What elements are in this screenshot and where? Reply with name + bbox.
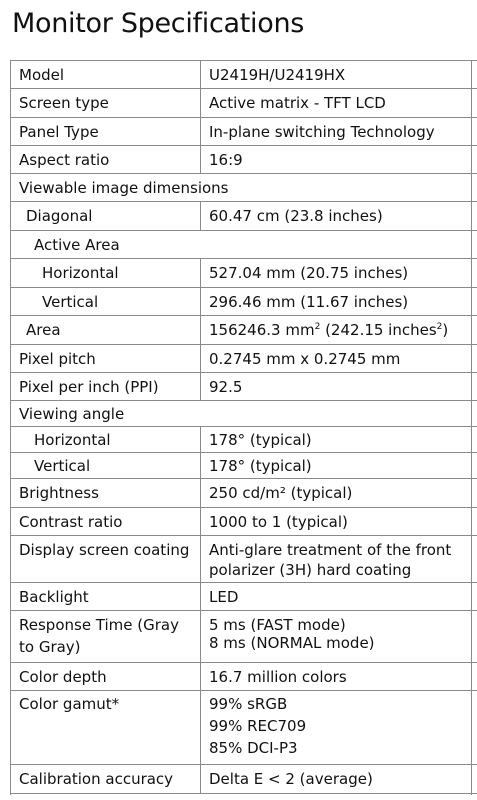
- spec-label: Panel Type: [19, 123, 99, 141]
- table-row-pixel-pitch: [11, 345, 477, 373]
- spec-value: U2419H/U2419HX: [209, 66, 346, 84]
- spec-value: Active matrix - TFT LCD: [209, 94, 386, 112]
- spec-label: Vertical: [42, 293, 99, 311]
- column-divider: [200, 316, 201, 344]
- table-row-model: [11, 61, 477, 89]
- table-row-active-area: [11, 231, 477, 259]
- spec-label: Horizontal: [42, 264, 119, 282]
- table-row-display-coating: [11, 536, 477, 583]
- spec-value: [209, 320, 448, 340]
- table-row-active-vertical: [11, 288, 477, 316]
- spec-value: polarizer (3H) hard coating: [209, 561, 412, 579]
- table-row-viewing-angle: [11, 401, 477, 427]
- column-divider: [200, 288, 201, 315]
- table-row-aspect-ratio: [11, 146, 477, 174]
- column-divider: [200, 479, 201, 507]
- page-title: Monitor Specifications: [12, 8, 305, 39]
- spec-value: 92.5: [209, 378, 243, 396]
- spec-label: Horizontal: [34, 431, 111, 449]
- spec-value: 527.04 mm (20.75 inches): [209, 264, 409, 282]
- spec-label: Diagonal: [26, 207, 93, 225]
- spec-value: LED: [209, 588, 239, 606]
- spec-label: Area: [26, 321, 61, 339]
- spec-value: 8 ms (NORMAL mode): [209, 634, 375, 652]
- area-mm: 156246.3 mm: [209, 321, 315, 339]
- spec-label: Color gamut*: [19, 695, 120, 713]
- spec-value: 99% sRGB: [209, 695, 288, 713]
- table-row-brightness: [11, 479, 477, 508]
- spec-label: Backlight: [19, 588, 89, 606]
- table-row-backlight: [11, 583, 477, 611]
- spec-table: [10, 60, 477, 795]
- column-divider: [200, 89, 201, 117]
- spec-value: 178° (typical): [209, 457, 312, 475]
- spec-value: 5 ms (FAST mode): [209, 616, 346, 634]
- column-divider: [200, 453, 201, 478]
- spec-value: Delta E < 2 (average): [209, 770, 373, 788]
- spec-label: Response Time (Gray: [19, 616, 179, 634]
- column-divider: [200, 765, 201, 793]
- table-row-screen-type: [11, 89, 477, 118]
- column-divider: [200, 202, 201, 230]
- spec-value: In-plane switching Technology: [209, 123, 435, 141]
- spec-value: 178° (typical): [209, 431, 312, 449]
- column-divider: [200, 611, 201, 662]
- table-row-color-depth: [11, 663, 477, 691]
- spec-label: Contrast ratio: [19, 513, 123, 531]
- spec-label: Pixel pitch: [19, 350, 96, 368]
- spec-label: Brightness: [19, 484, 99, 502]
- spec-label: Model: [19, 66, 65, 84]
- column-divider: [200, 583, 201, 610]
- table-row-panel-type: [11, 118, 477, 146]
- spec-label: Vertical: [34, 457, 91, 475]
- column-divider: [200, 663, 201, 690]
- spec-label: Aspect ratio: [19, 151, 110, 169]
- superscript: 2: [436, 322, 443, 332]
- spec-value: 85% DCI-P3: [209, 739, 298, 757]
- spec-value: 250 cd/m² (typical): [209, 484, 353, 502]
- column-divider: [200, 373, 201, 400]
- column-divider: [200, 345, 201, 372]
- area-inches: (242.15 inches: [320, 321, 437, 339]
- spec-label: Calibration accuracy: [19, 770, 174, 788]
- spec-value: Anti-glare treatment of the front: [209, 541, 452, 559]
- spec-label: Pixel per inch (PPI): [19, 378, 159, 396]
- table-row-viewing-horizontal: [11, 427, 477, 453]
- superscript: 2: [314, 322, 321, 332]
- column-divider: [200, 118, 201, 145]
- table-row-response-time: [11, 611, 477, 663]
- spec-value: 0.2745 mm x 0.2745 mm: [209, 350, 401, 368]
- column-divider: [200, 508, 201, 535]
- spec-label: Screen type: [19, 94, 109, 112]
- column-divider: [200, 536, 201, 582]
- table-row-active-horizontal: [11, 259, 477, 288]
- spec-value: 99% REC709: [209, 717, 307, 735]
- table-row-contrast-ratio: [11, 508, 477, 536]
- spec-label: Display screen coating: [19, 541, 190, 559]
- area-close: ): [442, 321, 449, 339]
- spec-value: 1000 to 1 (typical): [209, 513, 348, 531]
- table-row-ppi: [11, 373, 477, 401]
- table-row-diagonal: [11, 202, 477, 231]
- spec-value: 16:9: [209, 151, 243, 169]
- column-divider: [200, 259, 201, 287]
- column-divider: [200, 61, 201, 88]
- spec-section-label: Viewable image dimensions: [19, 179, 229, 197]
- column-divider: [200, 691, 201, 764]
- spec-section-label: Viewing angle: [19, 405, 125, 423]
- spec-section-label: Active Area: [34, 236, 120, 254]
- table-row-area: [11, 316, 477, 345]
- column-divider: [200, 427, 201, 452]
- table-row-calibration-accuracy: [11, 765, 477, 794]
- table-row-color-gamut: [11, 691, 477, 765]
- table-row-viewable-image-dimensions: [11, 174, 477, 202]
- spec-value: 16.7 million colors: [209, 668, 347, 686]
- spec-value: 60.47 cm (23.8 inches): [209, 207, 383, 225]
- table-row-viewing-vertical: [11, 453, 477, 479]
- spec-label: to Gray): [19, 638, 81, 656]
- spec-value: 296.46 mm (11.67 inches): [209, 293, 409, 311]
- spec-label: Color depth: [19, 668, 107, 686]
- column-divider: [200, 146, 201, 173]
